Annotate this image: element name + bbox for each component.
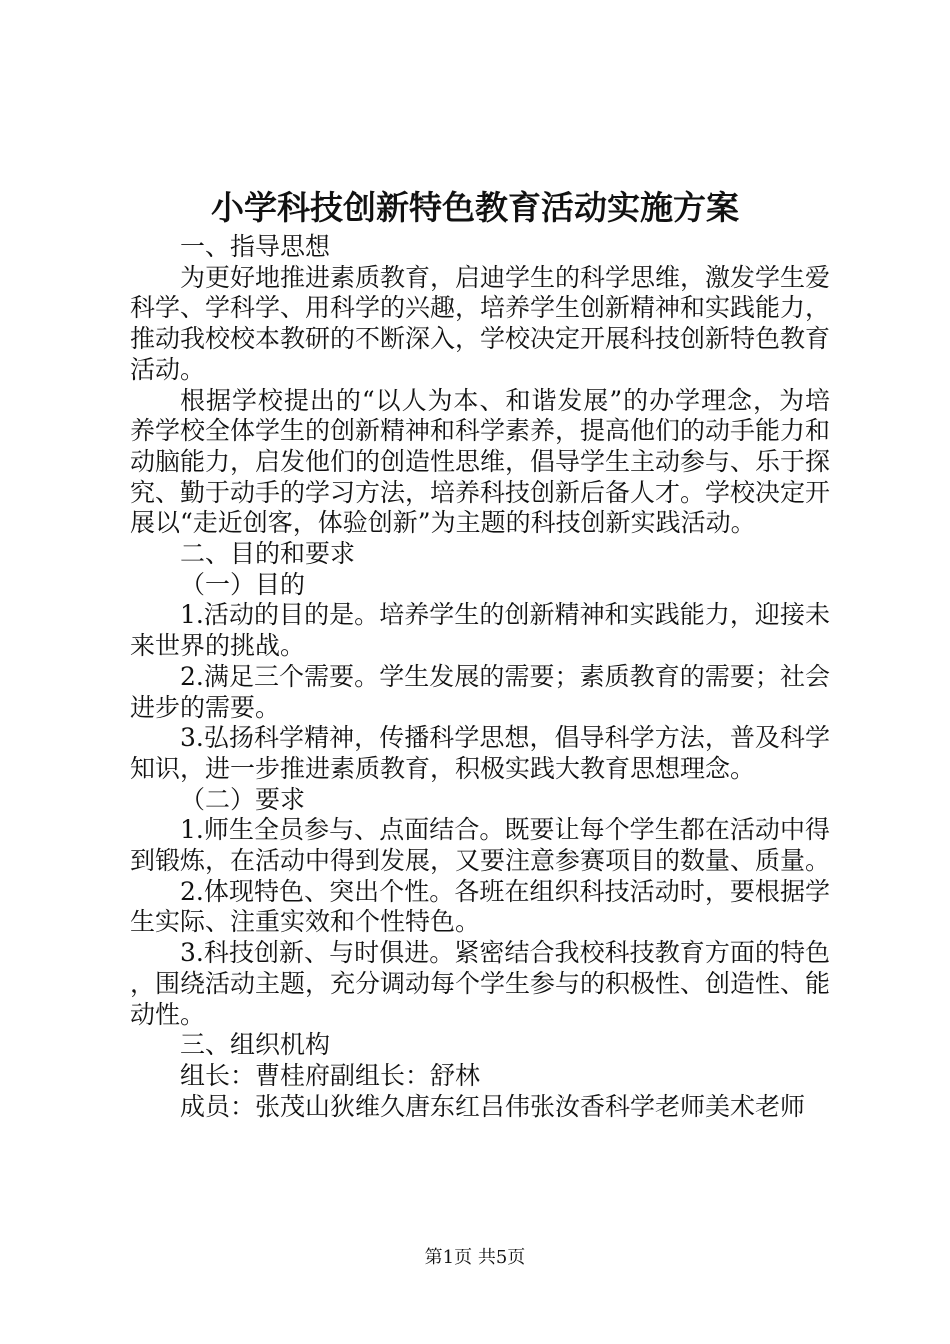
goal-item-1: 1.活动的目的是。培养学生的创新精神和实践能力，迎接未来世界的挑战。 — [130, 600, 830, 661]
section-heading-goals-requirements: 二、目的和要求 — [180, 539, 356, 569]
goal-item-2: 2.满足三个需要。学生发展的需要；素质教育的需要；社会进步的需要。 — [130, 661, 830, 722]
organization-members: 成员：张茂山狄维久唐东红吕伟张汝香科学老师美术老师 — [180, 1091, 806, 1121]
subsection-heading-requirements: （二）要求 — [180, 784, 306, 814]
goal-item-3: 3.弘扬科学精神，传播科学思想，倡导科学方法，普及科学知识，进一步推进素质教育，积极实践大教育思想理念。 — [130, 723, 830, 783]
section-heading-guiding-ideology: 一、指导思想 — [180, 232, 331, 261]
requirement-item-3: 3.科技创新、与时俱进。紧密结合我校科技教育方面的特色，围绕活动主题，充分调动每个学生参与的积极性、创造性、能动性。 — [130, 938, 831, 1029]
requirement-item-1: 1.师生全员参与、点面结合。既要让每个学生都在活动中得到锻炼，在活动中得到发展，又要注意参赛项目的数量、质量。 — [130, 815, 831, 876]
paragraph-philosophy: 根据学校提出的“以人为本、和谐发展”的办学理念，为培养学校全体学生的创新精神和科学素养，提高他们的动手能力和动脑能力，启发他们的创造性思维，倡导学生主动参与、乐于探究、勤于动手的学习方法，培养科技创新后备人才。学校决定开展以“走近创客，体验创新”为主题的科技创新实践活动。 — [130, 385, 831, 538]
page-number-footer: 第1页 共5页 — [424, 1247, 526, 1268]
document-body — [130, 232, 830, 1122]
subsection-heading-goals: （一）目的 — [180, 569, 306, 599]
requirement-item-2: 2.体现特色、突出个性。各班在组织科技活动时，要根据学生实际、注重实效和个性特色。 — [130, 876, 830, 937]
section-heading-organization: 三、组织机构 — [180, 1030, 331, 1060]
organization-leaders: 组长：曹桂府副组长：舒林 — [180, 1060, 481, 1090]
paragraph-purpose: 为更好地推进素质教育，启迪学生的科学思维，激发学生爱科学、学科学、用科学的兴趣，培养学生创新精神和实践能力，推动我校校本教研的不断深入，学校决定开展科技创新特色教育活动。 — [130, 262, 831, 384]
document-title: 小学科技创新特色教育活动实施方案 — [211, 188, 739, 227]
